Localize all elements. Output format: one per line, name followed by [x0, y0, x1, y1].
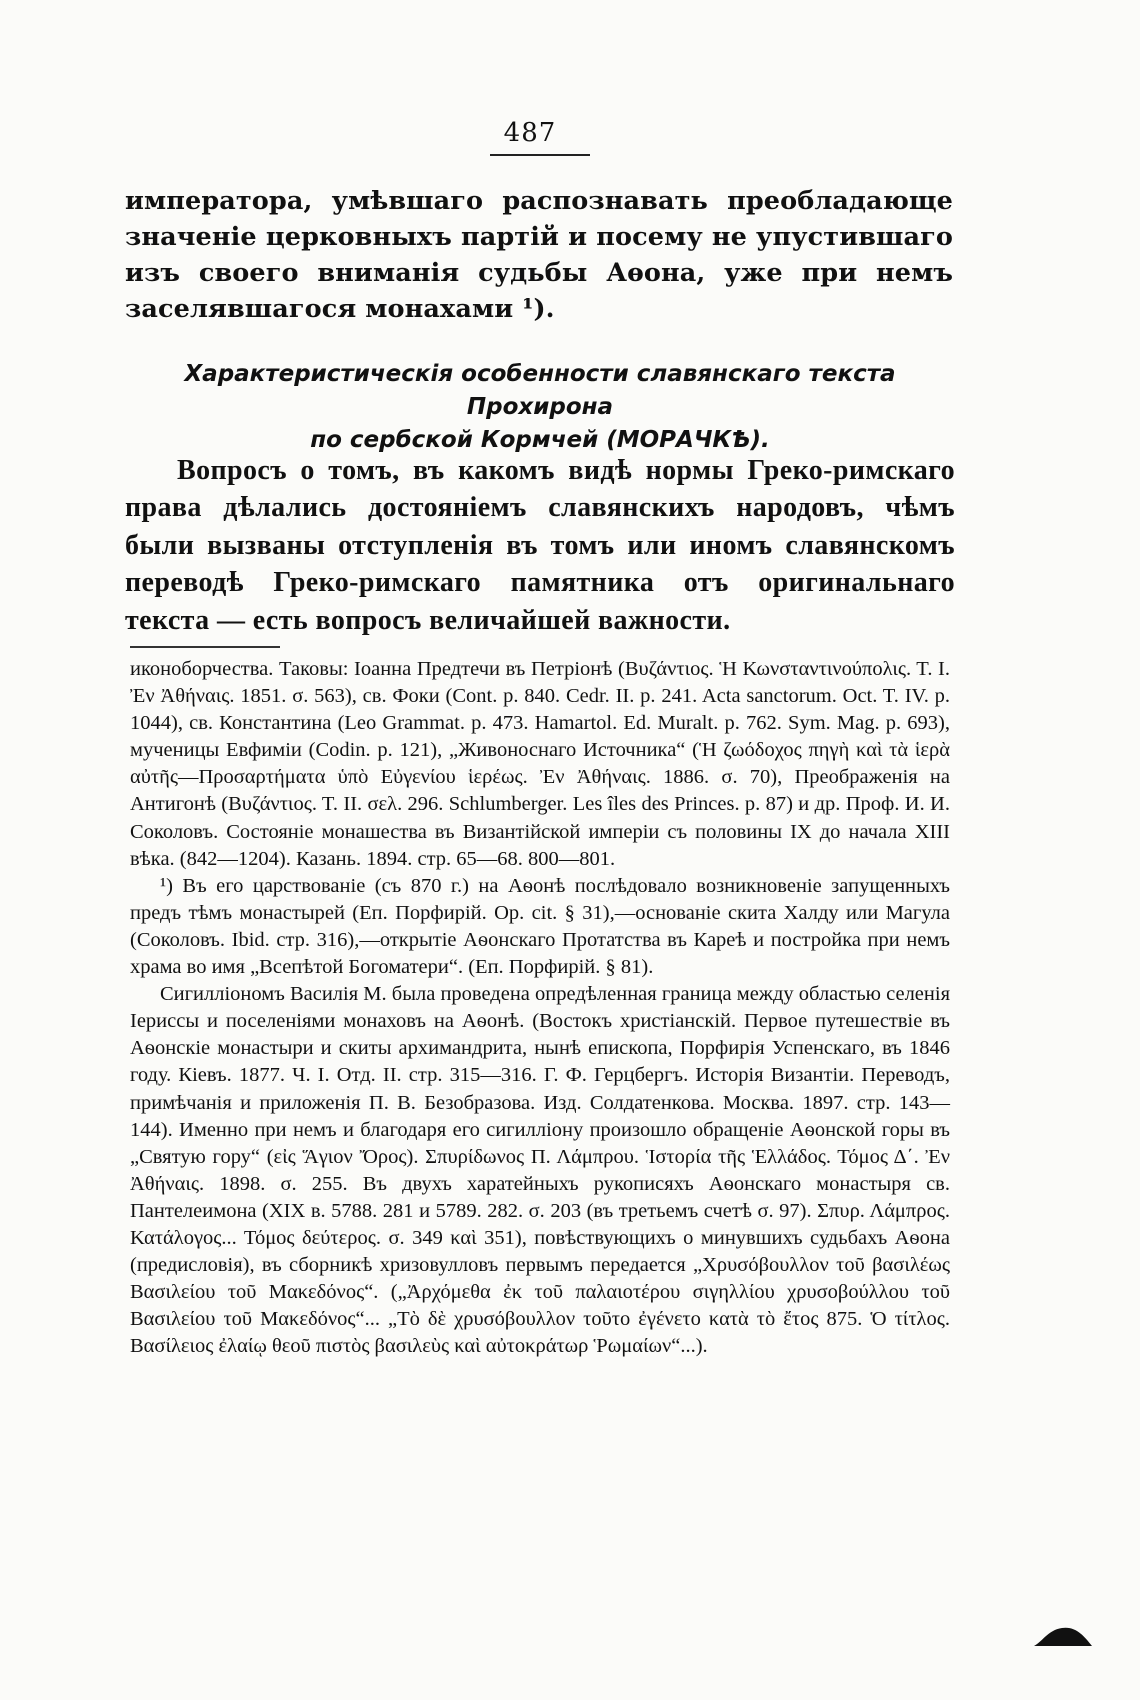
footnote-separator — [130, 646, 280, 648]
continuation-paragraph: императора, умѣвшаго распознавать преобладающе значеніе церковныхъ партій и посему не упустившаго изъ своего вниманія судьбы Аѳона, уже при немъ заселявшагося монахами ¹). — [125, 186, 953, 324]
section-heading-line-2: по сербской Кормчей (МОРАЧКѢ). — [310, 427, 770, 453]
main-paragraph: Вопросъ о томъ, въ какомъ видѣ нормы Греко-римскаго права дѣлались достояніемъ славянскихъ народовъ, чѣмъ были вызваны отступленія въ томъ или иномъ славянскомъ переводѣ Греко-римскаго памятника отъ оригинальнаго текста — есть вопросъ величайшей важности. — [125, 455, 955, 636]
footnote-1: ¹) Въ его царствованіе (съ 870 г.) на Аѳонѣ послѣдовало возникновеніе запущенныхъ предъ тѣмъ монастырей (Еп. Порфирій. Op. cit. § 31),—основаніе скита Халду или Магула (Соколовъ. Ibid. стр. 316),—открытіе Аѳонскаго Протатства въ Кареѣ и постройка при немъ храма во имя „Всепѣтой Богоматери“. (Еп. Порфирій. § 81). — [130, 874, 950, 979]
section-heading-line-1: Характеристическія особенности славянскаго текста Прохирона — [184, 361, 896, 420]
footnotes — [130, 656, 950, 1360]
page-number-rule — [490, 154, 590, 156]
page-number: 487 — [503, 118, 557, 148]
footnote-1-continued: Сигиллiономъ Василія М. была проведена опредѣленная граница между областью селенія Іериссы и поселеніями монаховъ на Аѳонѣ. (Востокъ христіанскій. Первое путешествіе въ Аѳонскіе монастыри и скиты архимандрита, нынѣ епископа, Порфирія Успенскаго, въ 1846 году. Кіевъ. 1877. Ч. I. Отд. II. стр. 315—316. Г. Ф. Герцбергъ. Исторія Византіи. Переводъ, примѣчанія и приложенія П. В. Безобразова. Изд. Солдатенкова. Москва. 1897. стр. 143—144). Именно при немъ и благодаря его сигиллiону произошло обращеніе Аѳонской горы въ „Святую гору“ (εἰς Ἅγιον Ὄρος). Σπυρίδωνος Π. Λάμπρου. Ἱστορία τῆς Ἑλλάδος. Τόμος Δ΄. Ἐν Ἀθήναις. 1898. σ. 255. Въ двухъ харатейныхъ рукописяхъ Аѳонскаго монастыря св. Пантелеимона (XIX в. 5788. 281 и 5789. 282. σ. 203 (въ третьемъ счетѣ σ. 97). Σπυρ. Λάμπρος. Κατάλογος... Τόμος δεύτερος. σ. 349 καὶ 351), повѣствующихъ о минувшихъ судьбахъ Аѳона (предисловія), въ сборникѣ хризовулловъ первымъ передается „Χρυσόβουλλον τοῦ βασιλέως Βασιλείου τοῦ Μακεδόνος“. („Ἀρχόμεθα ἐκ τοῦ παλαιοτέρου σιγηλλίου χρυσοβούλλου τοῦ Βασιλείου τοῦ Μακεδόνος“... „Τὸ δὲ χρυσόβουλλον τοῦτο ἐγένετο κατὰ τὸ ἔτος 875. Ὁ τίτλος. Βασίλειος ἐλαίῳ θεοῦ πιστὸς βασιλεὺς καὶ αὐτοκράτωρ Ῥωμαίων“...). — [130, 983, 950, 1358]
scan-corner-mark — [1032, 1622, 1094, 1648]
footnote-continuation: иконоборчества. Таковы: Іоанна Предтечи въ Петріонѣ (Βυζάντιος. Ἡ Κωνσταντινούπολις. Τ. Ι. Ἐν Ἀθήναις. 1851. σ. 563), св. Фоки (Cont. p. 840. Cedr. II. p. 241. Acta sanctorum. Oct. T. IV. p. 1044), св. Константина (Leo Grammat. p. 473. Hamartol. Ed. Muralt. p. 762. Sym. Mag. p. 693), мученицы Евфиміи (Codin. p. 121), „Живоноснаго Источника“ (Ἡ ζωόδοχος πηγὴ καὶ τὰ ἱερὰ αὐτῆς—Προσαρτήματα ὑπὸ Εὐγενίου ἱερέως. Ἐν Ἀθήναις. 1886. σ. 70), Преображенія на Антигонѣ (Βυζάντιος. Τ. ΙΙ. σελ. 296. Schlumberger. Les îles des Princes. p. 87) и др. Проф. И. И. Соколовъ. Состояніе монашества въ Византійской имперіи съ половины IX до начала XIII вѣка. (842—1204). Казань. 1894. стр. 65—68. 800—801. — [130, 658, 950, 870]
section-heading — [130, 358, 950, 457]
